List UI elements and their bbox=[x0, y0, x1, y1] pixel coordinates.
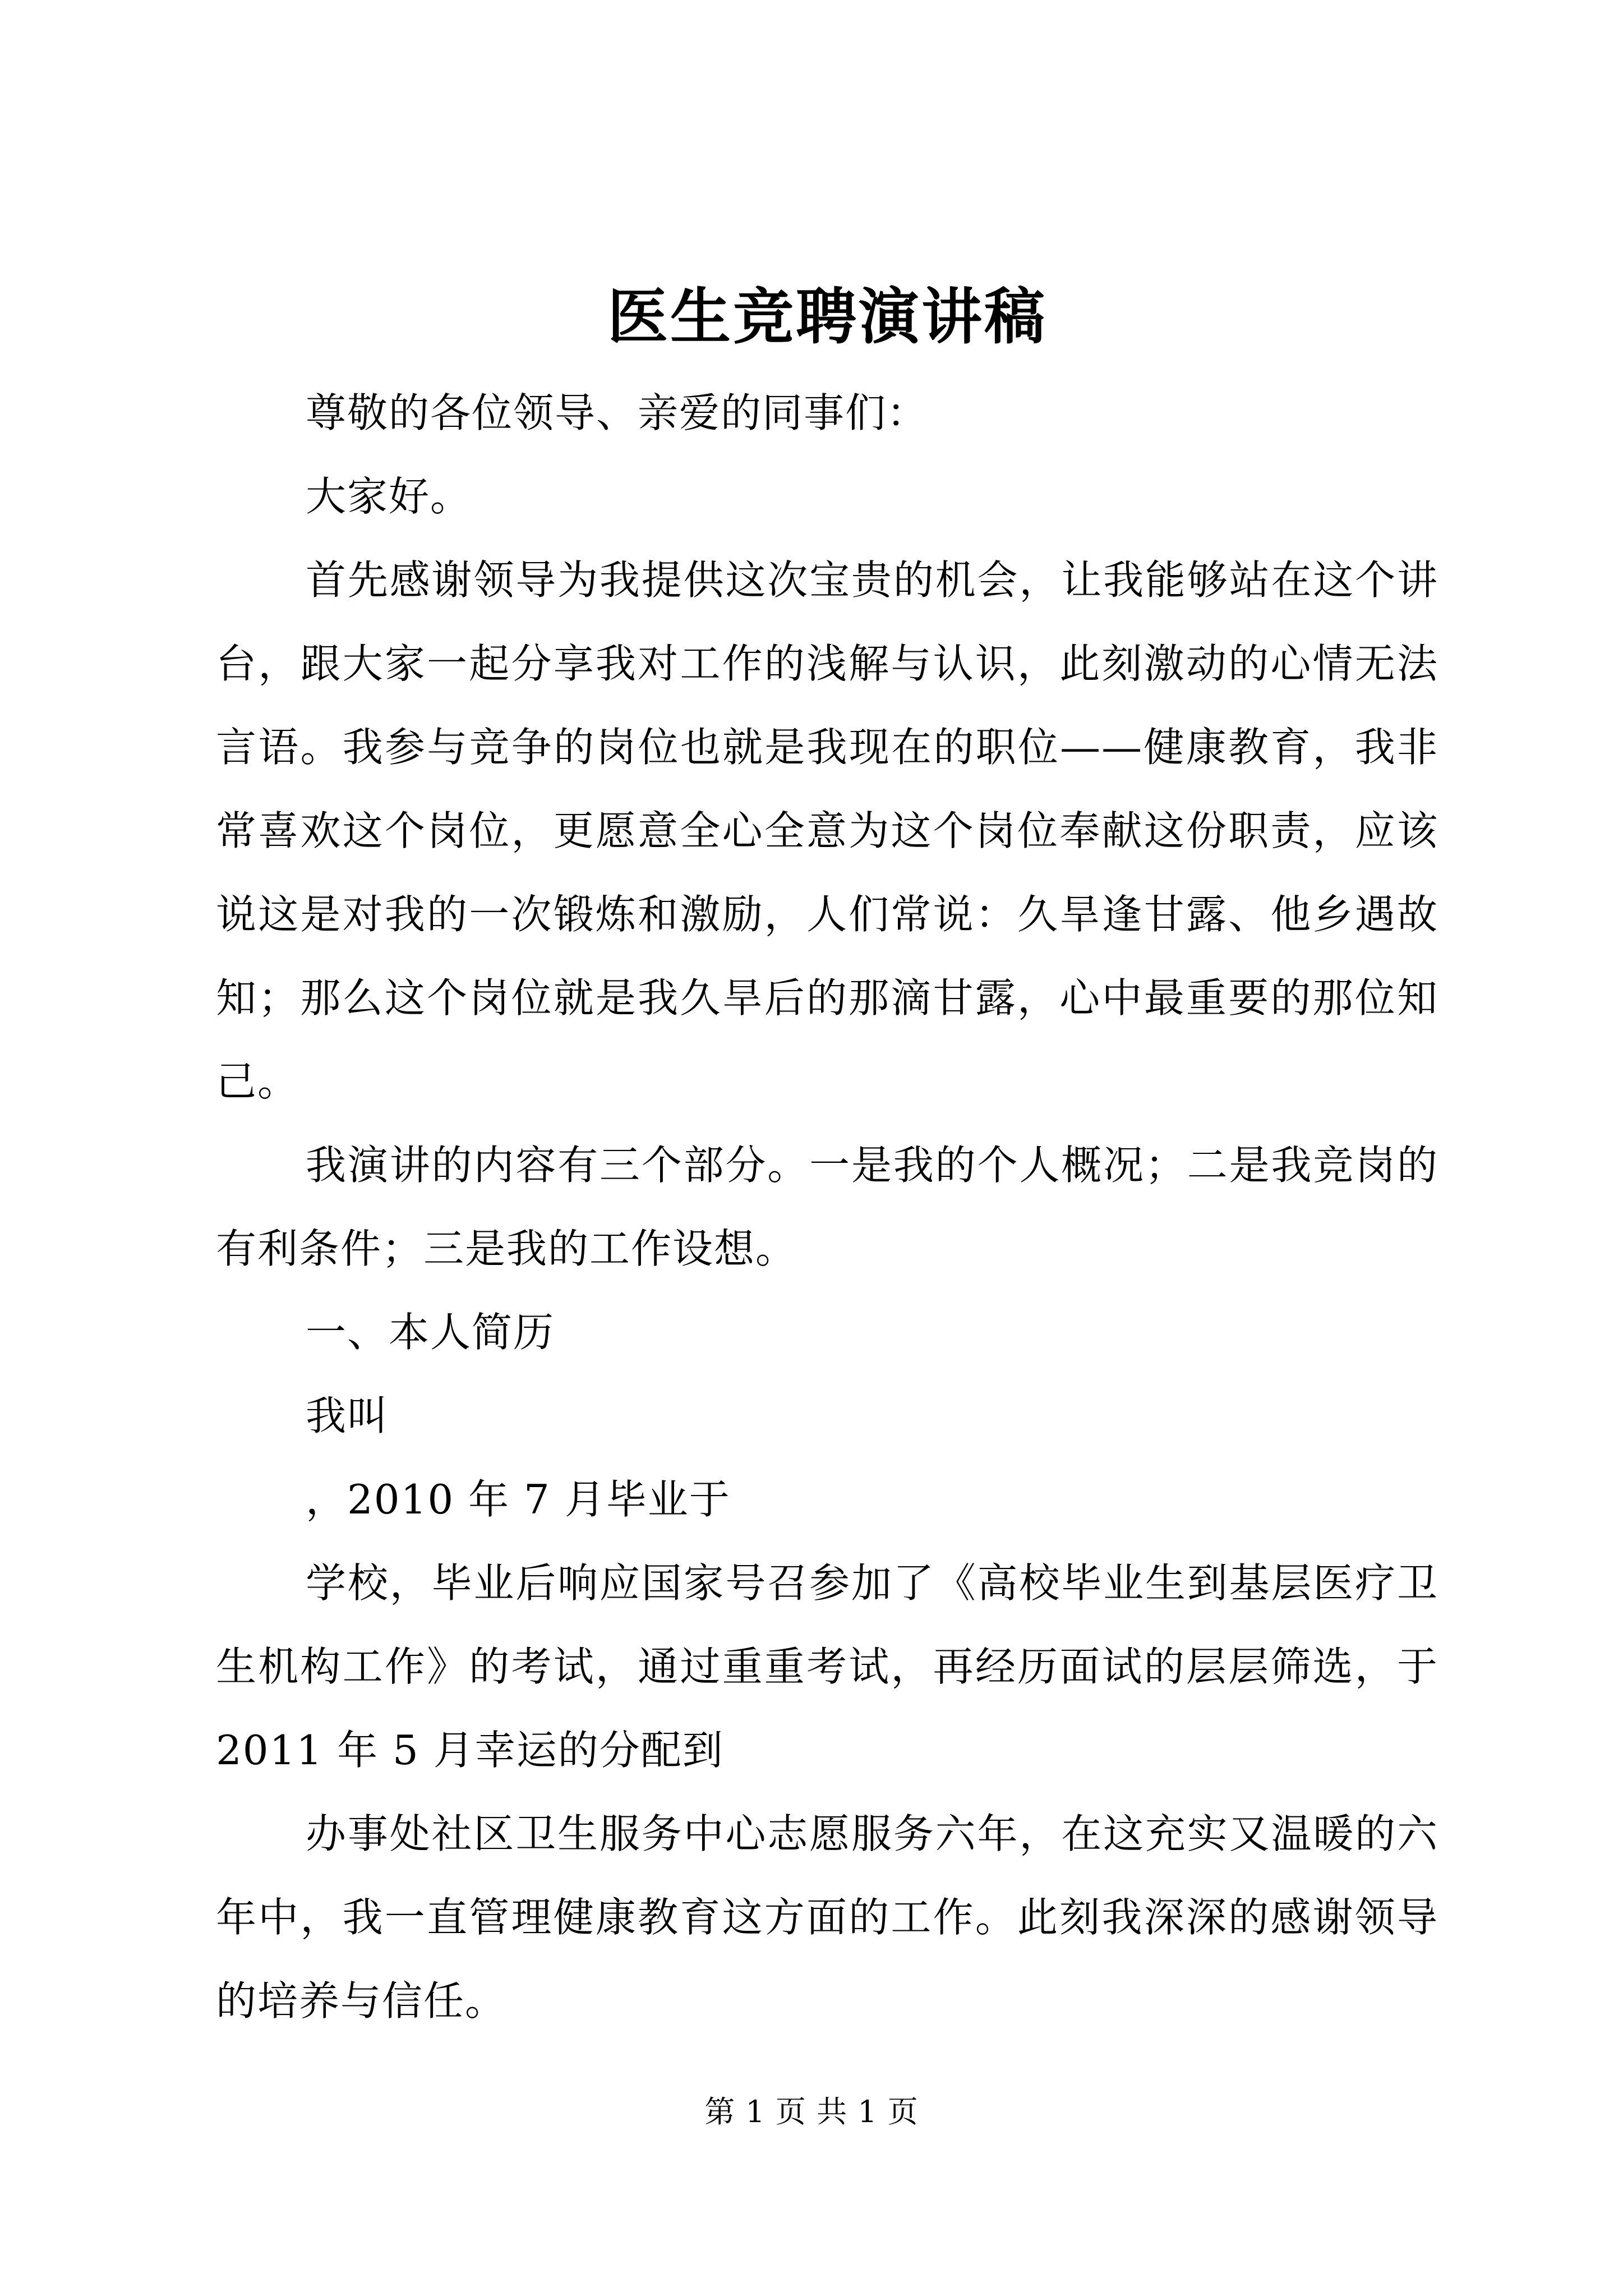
exam-paragraph: 学校，毕业后响应国家号召参加了《高校毕业生到基层医疗卫生机构工作》的考试，通过重重考试，再经历面试的层层筛选，于 2011 年 5 月幸运的分配到 bbox=[216, 1559, 1438, 1774]
document-title: 医生竞聘演讲稿 bbox=[607, 282, 1047, 352]
greeting-paragraph: 大家好。 bbox=[306, 473, 472, 520]
salutation-paragraph: 尊敬的各位领导、亲爱的同事们： bbox=[306, 389, 929, 436]
outline-paragraph: 我演讲的内容有三个部分。一是我的个人概况；二是我竞岗的有利条件；三是我的工作设想。 bbox=[216, 1142, 1438, 1272]
name-paragraph: 我叫 bbox=[306, 1392, 389, 1439]
service-paragraph: 办事处社区卫生服务中心志愿服务六年，在这充实又温暖的六年中，我一直管理健康教育这方面的工作。此刻我深深的感谢领导的培养与信任。 bbox=[216, 1810, 1438, 2024]
section-heading: 一、本人简历 bbox=[306, 1309, 555, 1356]
graduation-paragraph: ，2010 年 7 月毕业于 bbox=[306, 1476, 731, 1523]
opening-paragraph: 首先感谢领导为我提供这次宝贵的机会，让我能够站在这个讲台，跟大家一起分享我对工作的浅解与认识，此刻激动的心情无法言语。我参与竞争的岗位也就是我现在的职位——健康教育，我非常喜欢这个岗位，更愿意全心全意为这个岗位奉献这份职责，应该说这是对我的一次锻炼和激励，人们常说：久旱逢甘露、他乡遇故知；那么这个岗位就是我久旱后的那滴甘露，心中最重要的那位知己。 bbox=[216, 556, 1438, 1105]
document-body bbox=[216, 275, 1438, 2043]
page-number-footer: 第 1 页 共 1 页 bbox=[704, 2094, 919, 2129]
